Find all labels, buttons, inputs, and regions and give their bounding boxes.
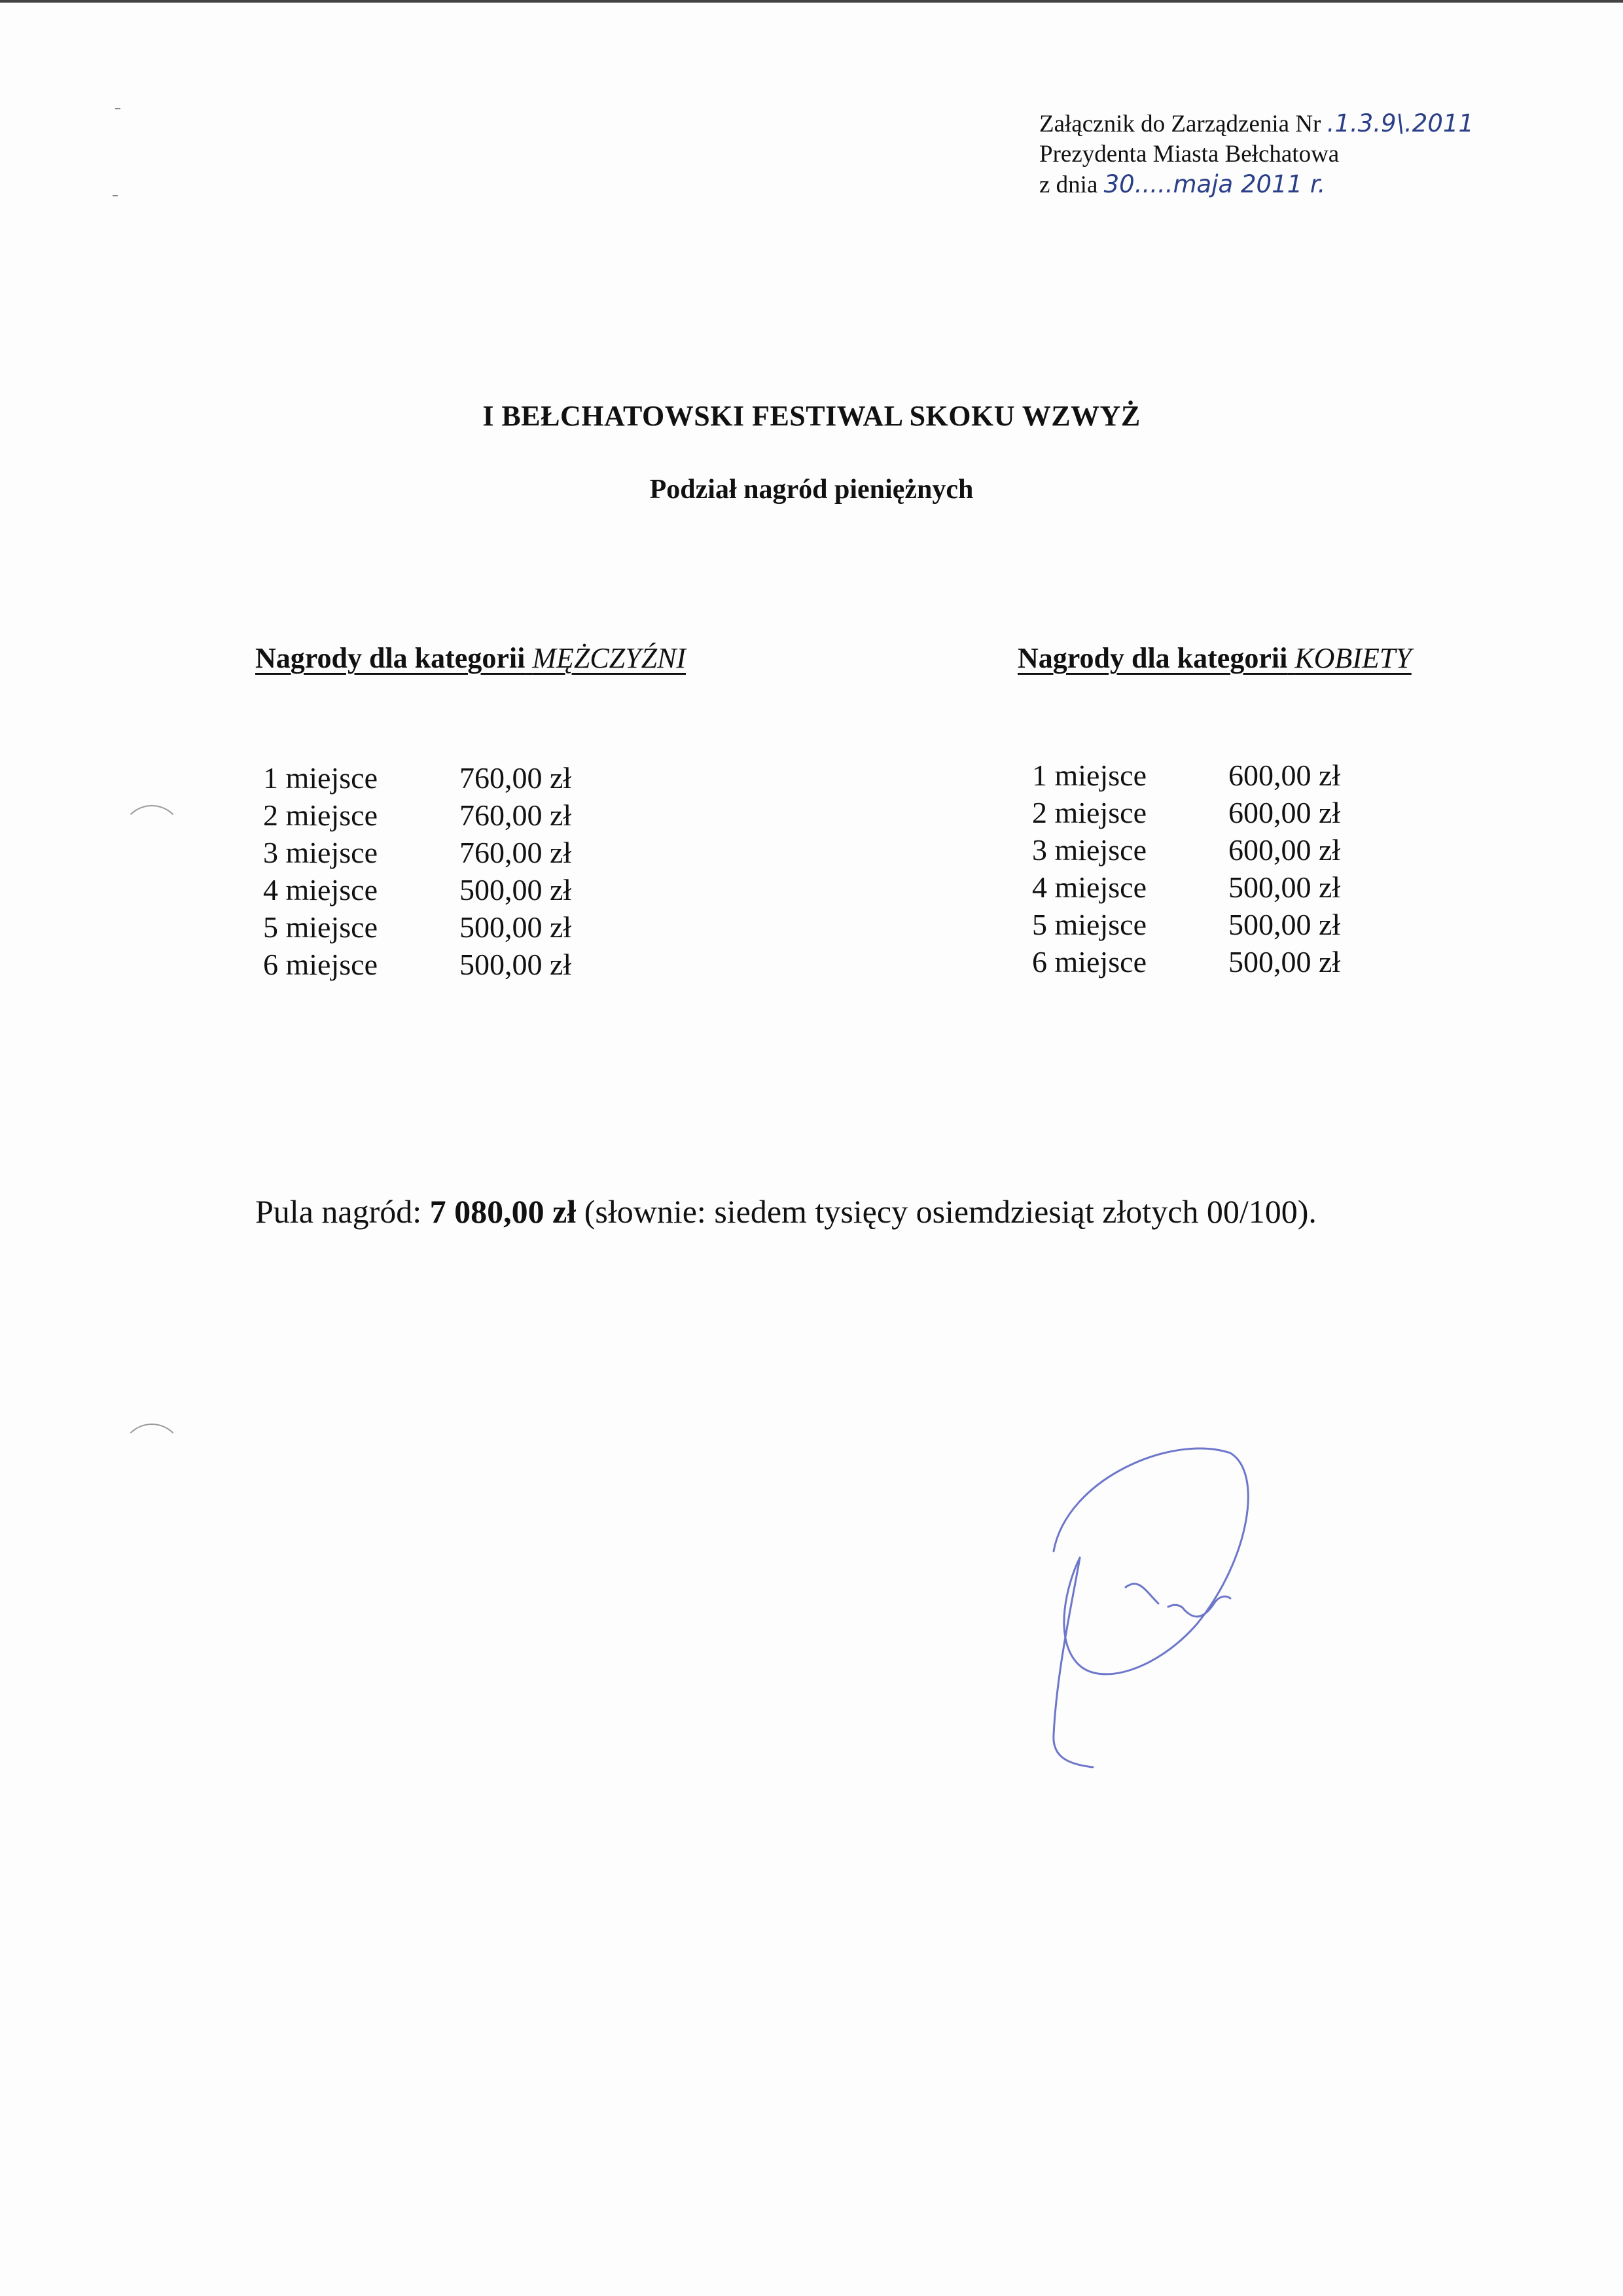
table-row xyxy=(1032,943,1399,980)
amount-cell: 600,00 zł xyxy=(1228,833,1341,867)
amount-cell: 500,00 zł xyxy=(459,910,572,944)
amount-cell: 760,00 zł xyxy=(459,761,572,795)
header-ordinance-label: Załącznik do Zarządzenia Nr xyxy=(1039,111,1321,137)
amount-cell: 600,00 zł xyxy=(1228,759,1341,792)
amount-cell: 500,00 zł xyxy=(459,873,572,906)
handwritten-ordinance-number: .1.3.9\.2011 xyxy=(1327,109,1474,137)
place-cell: 2 miejsce xyxy=(263,798,378,832)
women-heading-category: KOBIETY xyxy=(1294,642,1412,674)
prize-pool-in-words: (słownie: siedem tysięcy osiemdziesiąt złotych 00/100). xyxy=(584,1193,1317,1230)
prize-pool-label: Pula nagród: xyxy=(255,1193,422,1230)
table-row xyxy=(1032,794,1399,831)
place-cell: 1 miejsce xyxy=(1032,759,1147,792)
punch-hole-mark xyxy=(121,1424,183,1485)
handwritten-signature xyxy=(1027,1427,1276,1787)
table-row xyxy=(1032,757,1399,794)
women-prize-table xyxy=(1032,757,1399,980)
place-cell: 6 miejsce xyxy=(1032,945,1147,978)
table-row xyxy=(263,908,630,946)
scan-mark xyxy=(115,108,120,109)
men-heading-prefix: Nagrody dla kategorii xyxy=(255,642,526,674)
amount-cell: 600,00 zł xyxy=(1228,796,1341,829)
men-prize-table xyxy=(263,759,630,983)
signature-stem-stroke xyxy=(1054,1558,1093,1767)
handwritten-date: 30.....maja 2011 r. xyxy=(1103,170,1326,198)
place-cell: 6 miejsce xyxy=(263,948,378,981)
scan-mark xyxy=(113,195,118,196)
table-row xyxy=(1032,869,1399,906)
place-cell: 5 miejsce xyxy=(1032,908,1147,941)
amount-cell: 500,00 zł xyxy=(1228,945,1341,978)
prize-pool-amount: 7 080,00 zł xyxy=(429,1193,577,1230)
men-heading-category: MĘŻCZYŹNI xyxy=(532,642,687,674)
header-line-1 xyxy=(1039,109,1474,139)
table-row xyxy=(263,871,630,908)
table-row xyxy=(263,759,630,797)
place-cell: 3 miejsce xyxy=(1032,833,1147,867)
prize-pool-line xyxy=(255,1193,1317,1230)
header-line-3 xyxy=(1039,170,1474,200)
place-cell: 5 miejsce xyxy=(263,910,378,944)
document-subtitle: Podział nagród pieniężnych xyxy=(649,475,974,505)
signature-loop-stroke xyxy=(1054,1448,1248,1674)
place-cell: 4 miejsce xyxy=(263,873,378,906)
table-row xyxy=(1032,831,1399,869)
place-cell: 1 miejsce xyxy=(263,761,378,795)
table-row xyxy=(263,834,630,871)
header-line-2: Prezydenta Miasta Bełchatowa xyxy=(1039,141,1340,168)
document-title: I BEŁCHATOWSKI FESTIWAL SKOKU WZWYŻ xyxy=(482,400,1141,432)
table-row xyxy=(263,946,630,983)
attachment-header xyxy=(1039,109,1474,200)
table-row xyxy=(1032,906,1399,943)
women-category-heading xyxy=(1018,641,1412,675)
table-row xyxy=(263,797,630,834)
men-category-heading xyxy=(255,641,686,675)
amount-cell: 500,00 zł xyxy=(459,948,572,981)
amount-cell: 760,00 zł xyxy=(459,798,572,832)
place-cell: 2 miejsce xyxy=(1032,796,1147,829)
women-heading-prefix: Nagrody dla kategorii xyxy=(1018,642,1288,674)
amount-cell: 500,00 zł xyxy=(1228,870,1341,904)
scan-edge xyxy=(0,0,1623,3)
place-cell: 3 miejsce xyxy=(263,836,378,869)
amount-cell: 760,00 zł xyxy=(459,836,572,869)
punch-hole-mark xyxy=(121,805,183,867)
header-date-label: z dnia xyxy=(1039,171,1098,198)
amount-cell: 500,00 zł xyxy=(1228,908,1341,941)
place-cell: 4 miejsce xyxy=(1032,870,1147,904)
